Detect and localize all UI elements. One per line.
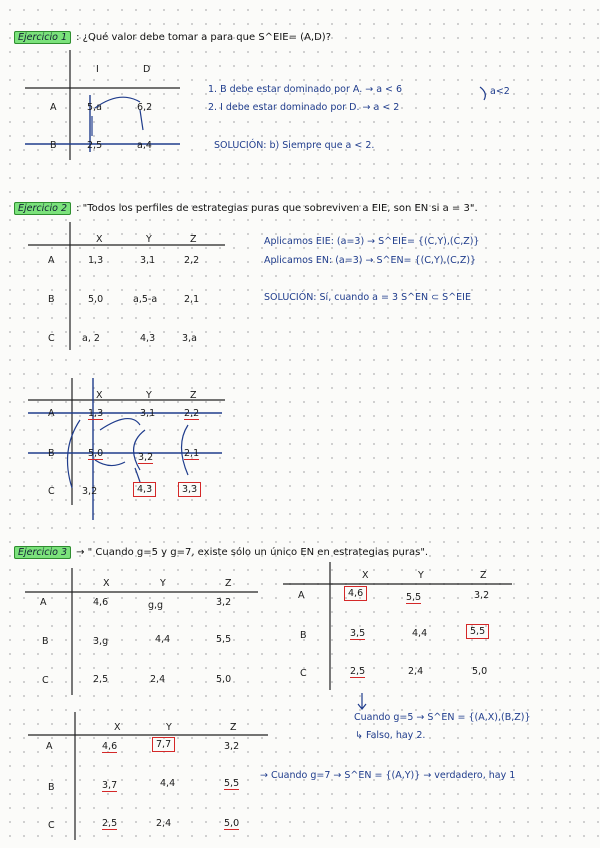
ex3-g7-cell: 2,5 — [102, 818, 118, 829]
ex2-label: Ejercicio 2 — [14, 202, 71, 215]
ex3-g5-cell: 2,5 — [350, 666, 366, 677]
ex3-cell: 3,g — [93, 636, 109, 647]
ex2-solution: SOLUCIÓN: Sí, cuando a = 3 S^EN ⊂ S^EIE — [264, 292, 471, 303]
ex3-g7-cell: 3,2 — [224, 741, 240, 752]
ex2-cell: 3,1 — [140, 255, 156, 266]
ex2-col-y: Y — [146, 234, 152, 245]
ex2-row-a: A — [48, 255, 55, 266]
ex3-cell: g,g — [148, 600, 164, 611]
ex3-g5-row-a: A — [298, 590, 305, 601]
ex2-question: : "Todos los perfiles de estrategias puras que sobreviven a EIE, son EN si a = 3". — [76, 203, 478, 214]
ex2-col-z: Z — [190, 234, 197, 245]
ex3-header — [14, 540, 428, 559]
ex2-cell: 5,0 — [88, 294, 104, 305]
ex3-cell: 3,2 — [216, 597, 232, 608]
ex3-cell: 2,4 — [150, 674, 166, 685]
ex3-g5-row-b: B — [300, 630, 307, 641]
ex2-cell: 2,2 — [184, 255, 200, 266]
ex2-t2-cell-boxed: 4,3 — [133, 482, 156, 497]
ex2-t2-cell: 5,0 — [88, 448, 104, 459]
ex2-t2-col-z: Z — [190, 390, 197, 401]
ex1-cell-a-i: 5,a — [87, 102, 102, 113]
ex1-question: : ¿Qué valor debe tomar a para que S^EIE= (A,D)? — [76, 32, 332, 43]
ex3-g7-cell-boxed: 7,7 — [152, 737, 175, 752]
ex1-header — [14, 25, 331, 44]
ex2-row-c: C — [48, 333, 55, 344]
ex3-g7-cell: 2,4 — [156, 818, 172, 829]
ex3-g5-result: ↳ Falso, hay 2. — [355, 730, 426, 741]
ex2-t2-row-c: C — [48, 486, 55, 497]
ex3-row-b: B — [42, 636, 49, 647]
ex2-t2-row-b: B — [48, 448, 55, 459]
ex2-header — [14, 196, 478, 215]
ex3-g7-cell: 4,4 — [160, 778, 176, 789]
ex3-g7-cell: 4,6 — [102, 741, 118, 752]
ex2-row-b: B — [48, 294, 55, 305]
ex2-apply-eie: Aplicamos EIE: (a=3) → S^EIE= {(C,Y),(C,Z)} — [264, 236, 480, 247]
ex3-g7-note: → Cuando g=7 → S^EN = {(A,Y)} → verdadero, hay 1 — [260, 770, 516, 781]
ex2-t2-cell: 2,1 — [184, 448, 200, 459]
ex1-solution: SOLUCIÓN: b) Siempre que a < 2. — [214, 140, 375, 151]
ex2-cell: a,5-a — [133, 294, 158, 305]
ex2-t2-col-y: Y — [146, 390, 152, 401]
ex2-t2-cell-boxed: 3,3 — [178, 482, 201, 497]
ex3-cell: 4,4 — [155, 634, 171, 645]
ex3-g5-cell-boxed: 4,6 — [344, 586, 367, 601]
ex3-cell: 5,5 — [216, 634, 232, 645]
ex3-col-x: X — [103, 578, 110, 589]
ex2-cell: a, 2 — [82, 333, 100, 344]
ex3-g7-cell: 5,0 — [224, 818, 240, 829]
ex3-g7-cell: 5,5 — [224, 778, 240, 789]
ex3-g5-col-z: Z — [480, 570, 487, 581]
ex3-cell: 5,0 — [216, 674, 232, 685]
ex2-t2-col-x: X — [96, 390, 103, 401]
ex2-t2-cell: 2,2 — [184, 408, 200, 419]
ex1-note2: 2. I debe estar dominado por D. → a < 2 — [208, 102, 400, 113]
ex2-cell: 4,3 — [140, 333, 156, 344]
ex3-g7-col-y: Y — [166, 722, 172, 733]
ex2-apply-en: Aplicamos EN: (a=3) → S^EN= {(C,Y),(C,Z)} — [264, 255, 477, 266]
ex2-t2-row-a: A — [48, 408, 55, 419]
ex3-cell: 2,5 — [93, 674, 109, 685]
ex1-label: Ejercicio 1 — [14, 31, 71, 44]
ex1-cell-a-d: 6,2 — [137, 102, 153, 113]
ex3-g5-cell: 2,4 — [408, 666, 424, 677]
ex2-t2-cell: 3,2 — [82, 486, 98, 497]
ex3-g5-note: Cuando g=5 → S^EN = {(A,X),(B,Z)} — [354, 712, 531, 723]
ex2-cell: 2,1 — [184, 294, 200, 305]
ex3-g5-col-x: X — [362, 570, 369, 581]
ex3-question: → " Cuando g=5 y g=7, existe sólo un único EN en estrategias puras". — [76, 547, 429, 558]
ex3-row-c: C — [42, 675, 49, 686]
ex2-t2-cell: 1,3 — [88, 408, 104, 419]
ex3-g5-col-y: Y — [418, 570, 424, 581]
ex3-g7-row-b: B — [48, 782, 55, 793]
ex3-col-y: Y — [160, 578, 166, 589]
ex3-label: Ejercicio 3 — [14, 546, 71, 559]
ex2-cell: 1,3 — [88, 255, 104, 266]
ex3-g7-row-c: C — [48, 820, 55, 831]
ex2-cell: 3,a — [182, 333, 197, 344]
ex3-g5-cell: 5,0 — [472, 666, 488, 677]
ex3-g7-col-x: X — [114, 722, 121, 733]
ex3-g5-cell: 3,2 — [474, 590, 490, 601]
ex3-g7-col-z: Z — [230, 722, 237, 733]
ex1-row-b: B — [50, 140, 57, 151]
ex1-row-a: A — [50, 102, 57, 113]
ex1-col-d: D — [143, 64, 151, 75]
ex3-g7-cell: 3,7 — [102, 780, 118, 791]
ex3-g5-cell: 5,5 — [406, 592, 422, 603]
ex3-g7-row-a: A — [46, 741, 53, 752]
ex1-bracket: a<2 — [490, 86, 510, 97]
ex2-t2-cell: 3,2 — [138, 452, 154, 463]
ex2-col-x: X — [96, 234, 103, 245]
ex1-cell-b-d: a,4 — [137, 140, 152, 151]
ex3-cell: 4,6 — [93, 597, 109, 608]
ex1-note1: 1. B debe estar dominado por A. → a < 6 — [208, 84, 403, 95]
ex3-col-z: Z — [225, 578, 232, 589]
ex1-col-i: I — [96, 64, 99, 75]
ex3-g5-row-c: C — [300, 668, 307, 679]
ex3-g5-cell: 4,4 — [412, 628, 428, 639]
ex3-row-a: A — [40, 597, 47, 608]
ex3-g5-cell-boxed: 5,5 — [466, 624, 489, 639]
ex2-t2-cell: 3,1 — [140, 408, 156, 419]
ex1-cell-b-i: 2,5 — [87, 140, 103, 151]
ex3-g5-cell: 3,5 — [350, 628, 366, 639]
